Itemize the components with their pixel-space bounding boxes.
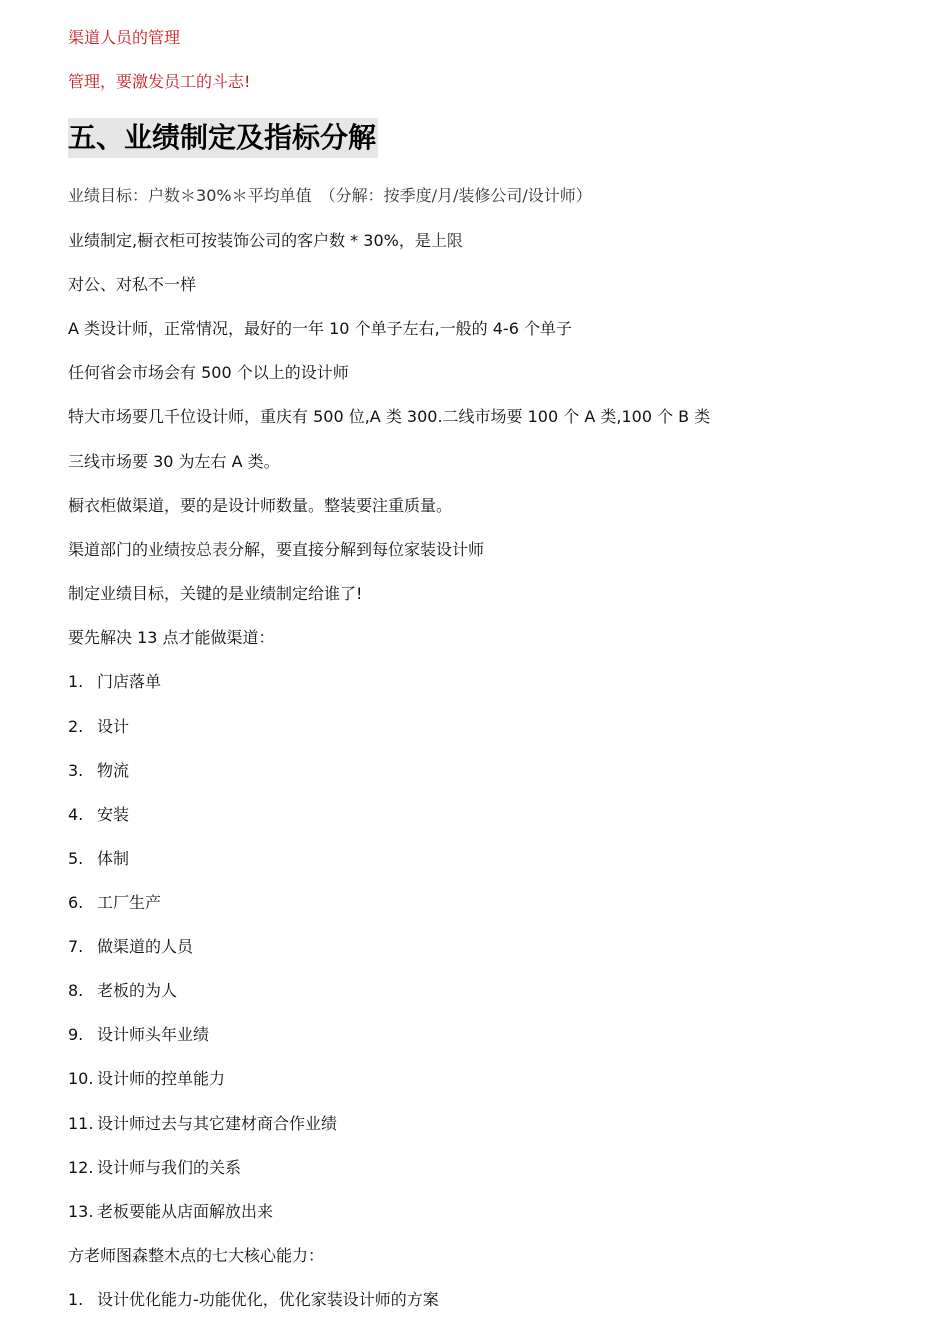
intro-line-2: 管理，要激发员工的斗志! — [68, 72, 251, 91]
paragraph-4: 任何省会市场会有 500 个以上的设计师 — [68, 363, 349, 382]
paragraph-1-main: 业绩制定,橱衣柜可按装饰公司的客户数 * 30%，是 — [68, 231, 431, 250]
list-text: 设计师与我们的关系 — [97, 1158, 242, 1177]
list-item — [68, 892, 161, 914]
paragraph-10: 要先解决 13 点才能做渠道： — [68, 628, 275, 647]
list-text: 设计师的控单能力 — [97, 1069, 226, 1088]
list-text: 设计师过去与其它建材商合作业绩 — [97, 1114, 338, 1133]
list-text: 体制 — [97, 849, 130, 868]
list-item — [68, 716, 129, 738]
paragraph-1 — [68, 230, 463, 252]
core-ability-item — [68, 1289, 439, 1311]
list-item — [68, 1024, 209, 1046]
list-text: 设计优化能力-功能优化，优化家装设计师的方案 — [97, 1290, 439, 1309]
list-text: 安装 — [97, 805, 130, 824]
list-text: 设计 — [97, 717, 130, 736]
list-number: 3. — [68, 761, 84, 780]
intro-line-1: 渠道人员的管理 — [68, 28, 181, 47]
paragraph-1-tail: 上限 — [430, 231, 463, 250]
list-number: 11. — [68, 1114, 94, 1133]
formula-line — [68, 185, 592, 207]
paragraph-8 — [68, 539, 484, 561]
paragraph-6: 三线市场要 30 为左右 A 类。 — [68, 452, 280, 471]
list-number: 1. — [68, 1290, 84, 1309]
paragraph-3: A 类设计师，正常情况，最好的一年 10 个单子左右,一般的 4-6 个单子 — [68, 319, 572, 338]
formula-part-1: 业绩目标：户数＊ — [68, 186, 197, 205]
list-number: 2. — [68, 717, 84, 736]
list-item — [68, 1157, 241, 1179]
section-heading: 五、业绩制定及指标分解 — [68, 118, 378, 158]
list-item — [68, 848, 129, 870]
list-number: 13. — [68, 1202, 94, 1221]
core-abilities-title: 方老师图森整木点的七大核心能力： — [68, 1246, 325, 1265]
paragraph-8-part-2: 按总表 — [180, 540, 229, 559]
list-item — [68, 1201, 273, 1223]
list-number: 9. — [68, 1025, 84, 1044]
paragraph-8-part-3: 分解，要直接分解到每位家装设计师 — [228, 540, 485, 559]
list-text: 做渠道的人员 — [97, 937, 194, 956]
list-text: 设计师头年业绩 — [97, 1025, 210, 1044]
list-number: 12. — [68, 1158, 94, 1177]
list-text: 老板的为人 — [97, 981, 178, 1000]
list-number: 8. — [68, 981, 84, 1000]
paragraph-8-part-1: 渠道部门的业绩 — [68, 540, 181, 559]
paragraph-5: 特大市场要几千位设计师，重庆有 500 位,A 类 300.二线市场要 100 个 A 类,100 个 B 类 — [68, 407, 711, 426]
formula-part-2: ＊平均单值 （分解：按季度/月/装修公司/设计师） — [231, 186, 592, 205]
list-text: 门店落单 — [97, 672, 162, 691]
formula-percent: 30% — [196, 186, 232, 205]
list-item — [68, 804, 129, 826]
list-text: 工厂生产 — [97, 893, 162, 912]
list-item — [68, 1068, 225, 1090]
list-item — [68, 1113, 337, 1135]
list-number: 1. — [68, 672, 84, 691]
list-item — [68, 980, 177, 1002]
paragraph-7: 橱衣柜做渠道，要的是设计师数量。整装要注重质量。 — [68, 496, 453, 515]
list-number: 5. — [68, 849, 84, 868]
list-number: 10. — [68, 1069, 94, 1088]
list-item — [68, 760, 129, 782]
list-number: 4. — [68, 805, 84, 824]
paragraph-2: 对公、对私不一样 — [68, 275, 197, 294]
list-text: 物流 — [97, 761, 130, 780]
list-item — [68, 671, 161, 693]
list-number: 6. — [68, 893, 84, 912]
list-number: 7. — [68, 937, 84, 956]
paragraph-9: 制定业绩目标，关键的是业绩制定给谁了! — [68, 584, 363, 603]
list-item — [68, 936, 193, 958]
list-text: 老板要能从店面解放出来 — [97, 1202, 274, 1221]
